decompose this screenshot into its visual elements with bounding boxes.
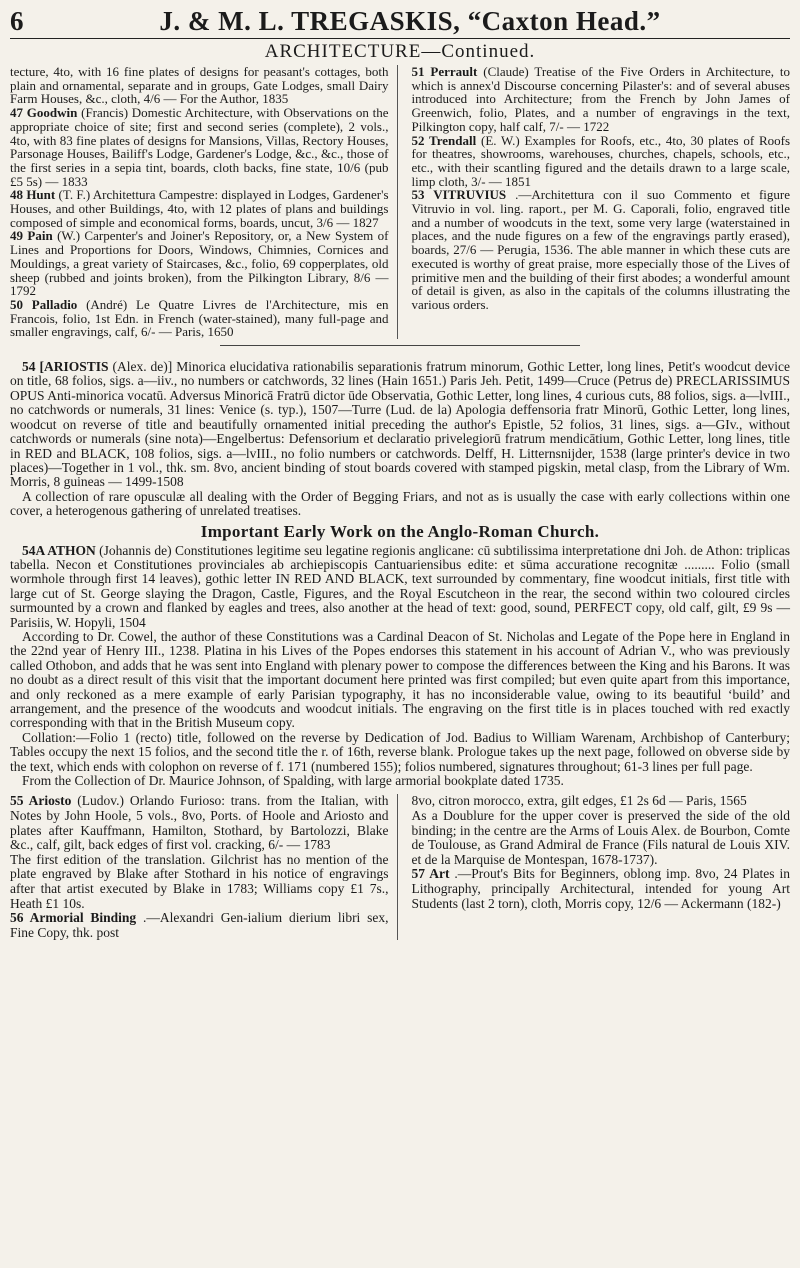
catalogue-entry [10,794,389,852]
lot-number: 51 [411,64,431,79]
entry-heading: Palladio [31,296,87,312]
catalogue-entry [10,774,790,788]
catalogue-entry [412,867,791,911]
catalogue-entry [10,360,790,490]
page-number: 6 [10,6,24,36]
lot-number: 54A [22,542,48,558]
entry-text: (T. F.) Architettura Campestre: displayed in Lodges, Gardener's Houses, and other Buildings, 4to, with 12 plates of plans and buildings composed of simple and economical forms, boards, uncut, 3/6 — 1827 [10,187,389,230]
header-rule [10,38,790,39]
entry-text: tecture, 4to, with 16 fine plates of designs for peasant's cottages, both plain and ornamental, separate and in groups, Gate Lodges, small Dairy Farm Houses, &c., cloth, 4/6 — For the Author, 1835 [10,64,389,107]
lot-number: 57 [411,866,430,882]
entry-heading: Ariosto [28,793,78,809]
full-width-entries [10,360,790,518]
entry-heading: Trendall [429,132,481,148]
section-divider [220,345,580,346]
lot-number: 52 [411,132,430,148]
running-head [10,6,790,36]
entry-heading: Perrault [430,64,484,79]
catalogue-entry [10,65,389,106]
entry-text: As a Doublure for the upper cover is preserved the side of the old binding; in the centre are the Arms of Louis Alex. de Bourbon, Comte de Toulouse, as Grand Admiral de France (Fils natural de Louis XIV. et de la Marquise de Montespan, 1678-1737). [411,808,790,867]
entry-text: According to Dr. Cowel, the author of these Constitutions was a Cardinal Deacon of St. Nicholas and Legate of the Pope here in England in the 22nd year of Henry III., 1238. Platina in his Lives of the Popes endorses this statement in his account of Adrian V., who was previously called Othobon, and adds that he was sent into England with plenary power to compose the differences between the King and his Barons. It was no doubt as a direct result of this visit that the important document here printed was first compiled; but even quite apart from this importance, and only reckoned as a mere example of early Parisian typography, it has no inconsiderable value, owing to its beautiful ‘build’ and arrangement, and the presence of the woodcuts and woodcut initials. The engraving on the first title is in places touched with red exactly corresponding with that in the British Museum copy. [10,628,790,731]
entry-text: (E. W.) Examples for Roofs, etc., 4to, 30 plates of Roofs for theatres, showrooms, warehouses, churches, chapels, schools, etc., etc., with their scantling figured and the details drawn to a large scale, limp cloth, 3/- — 1851 [411,132,791,189]
lot-number: 55 [10,793,29,809]
entry-heading: Goodwin [26,105,82,121]
entry-text: (Francis) Domestic Architecture, with Observations on the appropriate choice of site; first and second series (complete), 2 vols., 4to, with 83 fine plates of designs for Mansions, Villas, Rectory Houses, Parsonage Houses, Bailiff's Lodge, Gardener's Lodge, &c., &c., those of the first series in a sepia tint, boards, cloth backs, fine state, 10/6 (pub £5 5s) — 1833 [10,105,389,189]
catalogue-entry [10,490,790,519]
section-title: ARCHITECTURE—Continued. [264,41,536,62]
lower-columns [10,794,790,940]
full-width-entries-2 [10,544,790,789]
catalogue-entry [10,229,389,298]
lot-number: 56 [10,910,30,926]
entry-text: Collation:—Folio 1 (recto) title, followed on the reverse by Dedication of Jod. Badius to William Warenam, Archbishop of Canterbury; Tables occupy the next 15 folios, and the second title the r. of 16th, reverse blank. Prologue takes up the next page, followed on obverse side by the text, which ends with colophon on reverse of f. 171 (numbered 155); folios numbered, signatures throughout; 61-3 lines per full page. [10,729,790,774]
lot-number: 48 [10,187,27,203]
lot-number: 50 [10,296,32,312]
catalogue-entry [10,298,389,339]
catalogue-entry [10,106,389,188]
lower-right-column [412,794,791,940]
catalogue-entry [10,853,389,911]
entry-text: (Alex. de)] Minorica elucidativa rationabilis separationis fratrum minorum, Gothic Letter, long lines, Petit's woodcut device on title, 68 folios, sigs. a—iiv., no numbers or catchwords, 32 lines (Hain 1651.) Paris Jeh. Petit, 1499—Cruce (Petrus de) PRECLARISSIMUS OPUS Anti-minorica vocatū. Adversus Minoricā Fratrū dictor ūde Observatia, Gothic Letter, long lines, 4 curious cuts, 88 folios, sigs. a—lvIII., no catchwords or numerals, 31 lines: Venice (s. typ.), 1507—Turre (Lud. de la) Apologia deffensoria fratr Minorū, Gothic Letter, long lines, woodcut on reverse of title and beautifully ornamented initial preceding the author's Epistle, 52 folios, 31 lines, sigs. a—GIv., without catchwords or numerals (sine nota)—Engelbertus: Defensorium et declaratio privelegiorū fratrum mendicātium, Gothic Letter, long lines, title in RED and BLACK, 108 folios, sigs. a—lvIII., no folio numbers or catchwords. Delff, H. Litternsnijder, 1538 (large printer's device in two places)—Together in 1 vol., thk. sm. 8vo, ancient binding of stout boards covered with stamped pigskin, metal clasp, from the Library of Wm. Morris, 8 guineas — 1499-1508 [10,359,790,490]
entry-text: A collection of rare opusculæ all dealing with the Order of Begging Friars, and not as is usually the case with early collections within one cover, a heterogenous gathering of unrelated treatises. [10,488,790,519]
entry-text: (Claude) Treatise of the Five Orders in Architecture, to which is annex'd Discourse concerning Pilaster's: and of several abuses introduced into Architecture; from the French by John James of Greenwich, folio, Plates, and a number of engravings in the text, Pilkington copy, half calf, 7/- — 1722 [411,64,791,134]
catalogue-entry [412,134,791,189]
lot-number: 54 [22,359,40,375]
catalogue-entry [412,188,791,311]
catalogue-entry [412,65,791,134]
lot-number: 47 [10,105,27,121]
entry-text: 8vo, citron morocco, extra, gilt edges, £1 2s 6d — Paris, 1565 [411,793,747,809]
entry-heading: VITRUVIUS [433,187,516,203]
entry-text: From the Collection of Dr. Maurice Johnson, of Spalding, with large armorial bookplate dated 1735. [22,773,564,789]
upper-right-column [412,65,791,339]
entry-text: (André) Le Quatre Livres de l'Architecture, mis en Francois, folio, 1st Edn. in French (water-stained), many full-page and smaller engravings, calf, 6/- — Paris, 1650 [10,296,389,340]
entry-text: (W.) Carpenter's and Joiner's Repository, or, a New System of Lines and Proportions for Doors, Windows, Chimnies, Cornices and Mouldings, a great variety of Staircases, &c., folio, 69 copperplates, old sheep (rubbed and joints broken), from the Pilkington Library, 8/6 — 1792 [10,228,389,299]
entry-text: (Ludov.) Orlando Furioso: trans. from the Italian, with Notes by John Hoole, 5 vols., 8vo, Ports. of Hoole and Ariosto and plates after Kauffmann, Hamilton, Stothard, by Bartolozzi, Blake &c., calf, gilt, back edges of first vol. cracking, 6/- — 1783 [10,793,389,853]
subheading: Important Early Work on the Anglo-Roman Church. [200,521,600,541]
entry-text: .—Alexandri Gen-ialium dierium libri sex, Fine Copy, thk. post [10,910,389,940]
upper-columns [10,65,790,339]
entry-text: The first edition of the translation. Gilchrist has no mention of the plate engraved by Blake after Stothard in his notice of engravings after that artist executed by Blake in 1783; Williams copy £1 7s., Heath £1 10s. [10,851,389,911]
catalogue-entry [412,809,791,867]
entry-heading: [ARIOSTIS [39,359,113,375]
catalogue-entry [10,630,790,731]
entry-text: .—Prout's Bits for Beginners, oblong imp. 8vo, 24 Plates in Lithography, principally Architectural, intended for young Art Students (last 2 torn), cloth, Morris copy, 12/6 — Ackermann (182-) [411,866,790,911]
catalogue-entry [10,188,389,229]
entry-heading: Pain [27,228,58,244]
catalogue-title: J. & M. L. TREGASKIS, “Caxton Head.” [159,6,661,36]
entry-text: (Johannis de) Constitutiones legitime seu legatine regionis anglicane: cū subtilissima interpretatione dni Joh. de Athon: triplicas tabella. Necon et Constitutiones provinciales ab archiepiscopis Cantuariensibus edite: et sūma accuratione recognitæ ......... Folio (small wormhole through first 14 leaves), gothic letter IN RED AND BLACK, text surrounded by commentary, fine woodcut initials, first title with large cut of St. George slaying the Dragon, Castle, Figures, and the Royal Escutcheon in the rear, the second within two coloured circles surmounted by a crown and flanked by eagles and trees, also another at the head of text: good, sound, PERFECT copy, old calf, gilt, £9 9s — Parisiis, W. Hopyli, 1504 [10,542,790,630]
catalogue-entry [10,731,790,774]
entry-text: .—Architettura con il suo Commento et figure Vitruvio in vol. ling. raport., per M. G. Caporali, folio, engraved title and a number of woodcuts in the text, some very large (waterstained in places, and the nude figures on a few of the engravings partly erased), boards, 27/6 — Perugia, 1536. The able manner in which these cuts are executed is worthy of great praise, more especially those of the Lives of primitive men and the building of their first abodes; a wonderful amount of detail is given, as also in the capitals of the columns illustrating the various orders. [411,187,791,312]
entry-heading: ATHON [47,542,100,558]
catalogue-entry [412,794,791,809]
lot-number: 49 [10,228,28,244]
entry-heading: Armorial Binding [29,910,144,926]
lower-left-column [10,794,398,940]
catalogue-entry [10,544,790,630]
catalogue-entry [10,911,389,940]
entry-heading: Hunt [26,187,59,203]
upper-left-column [10,65,398,339]
lot-number: 53 [411,187,434,203]
entry-heading: Art [429,866,455,882]
